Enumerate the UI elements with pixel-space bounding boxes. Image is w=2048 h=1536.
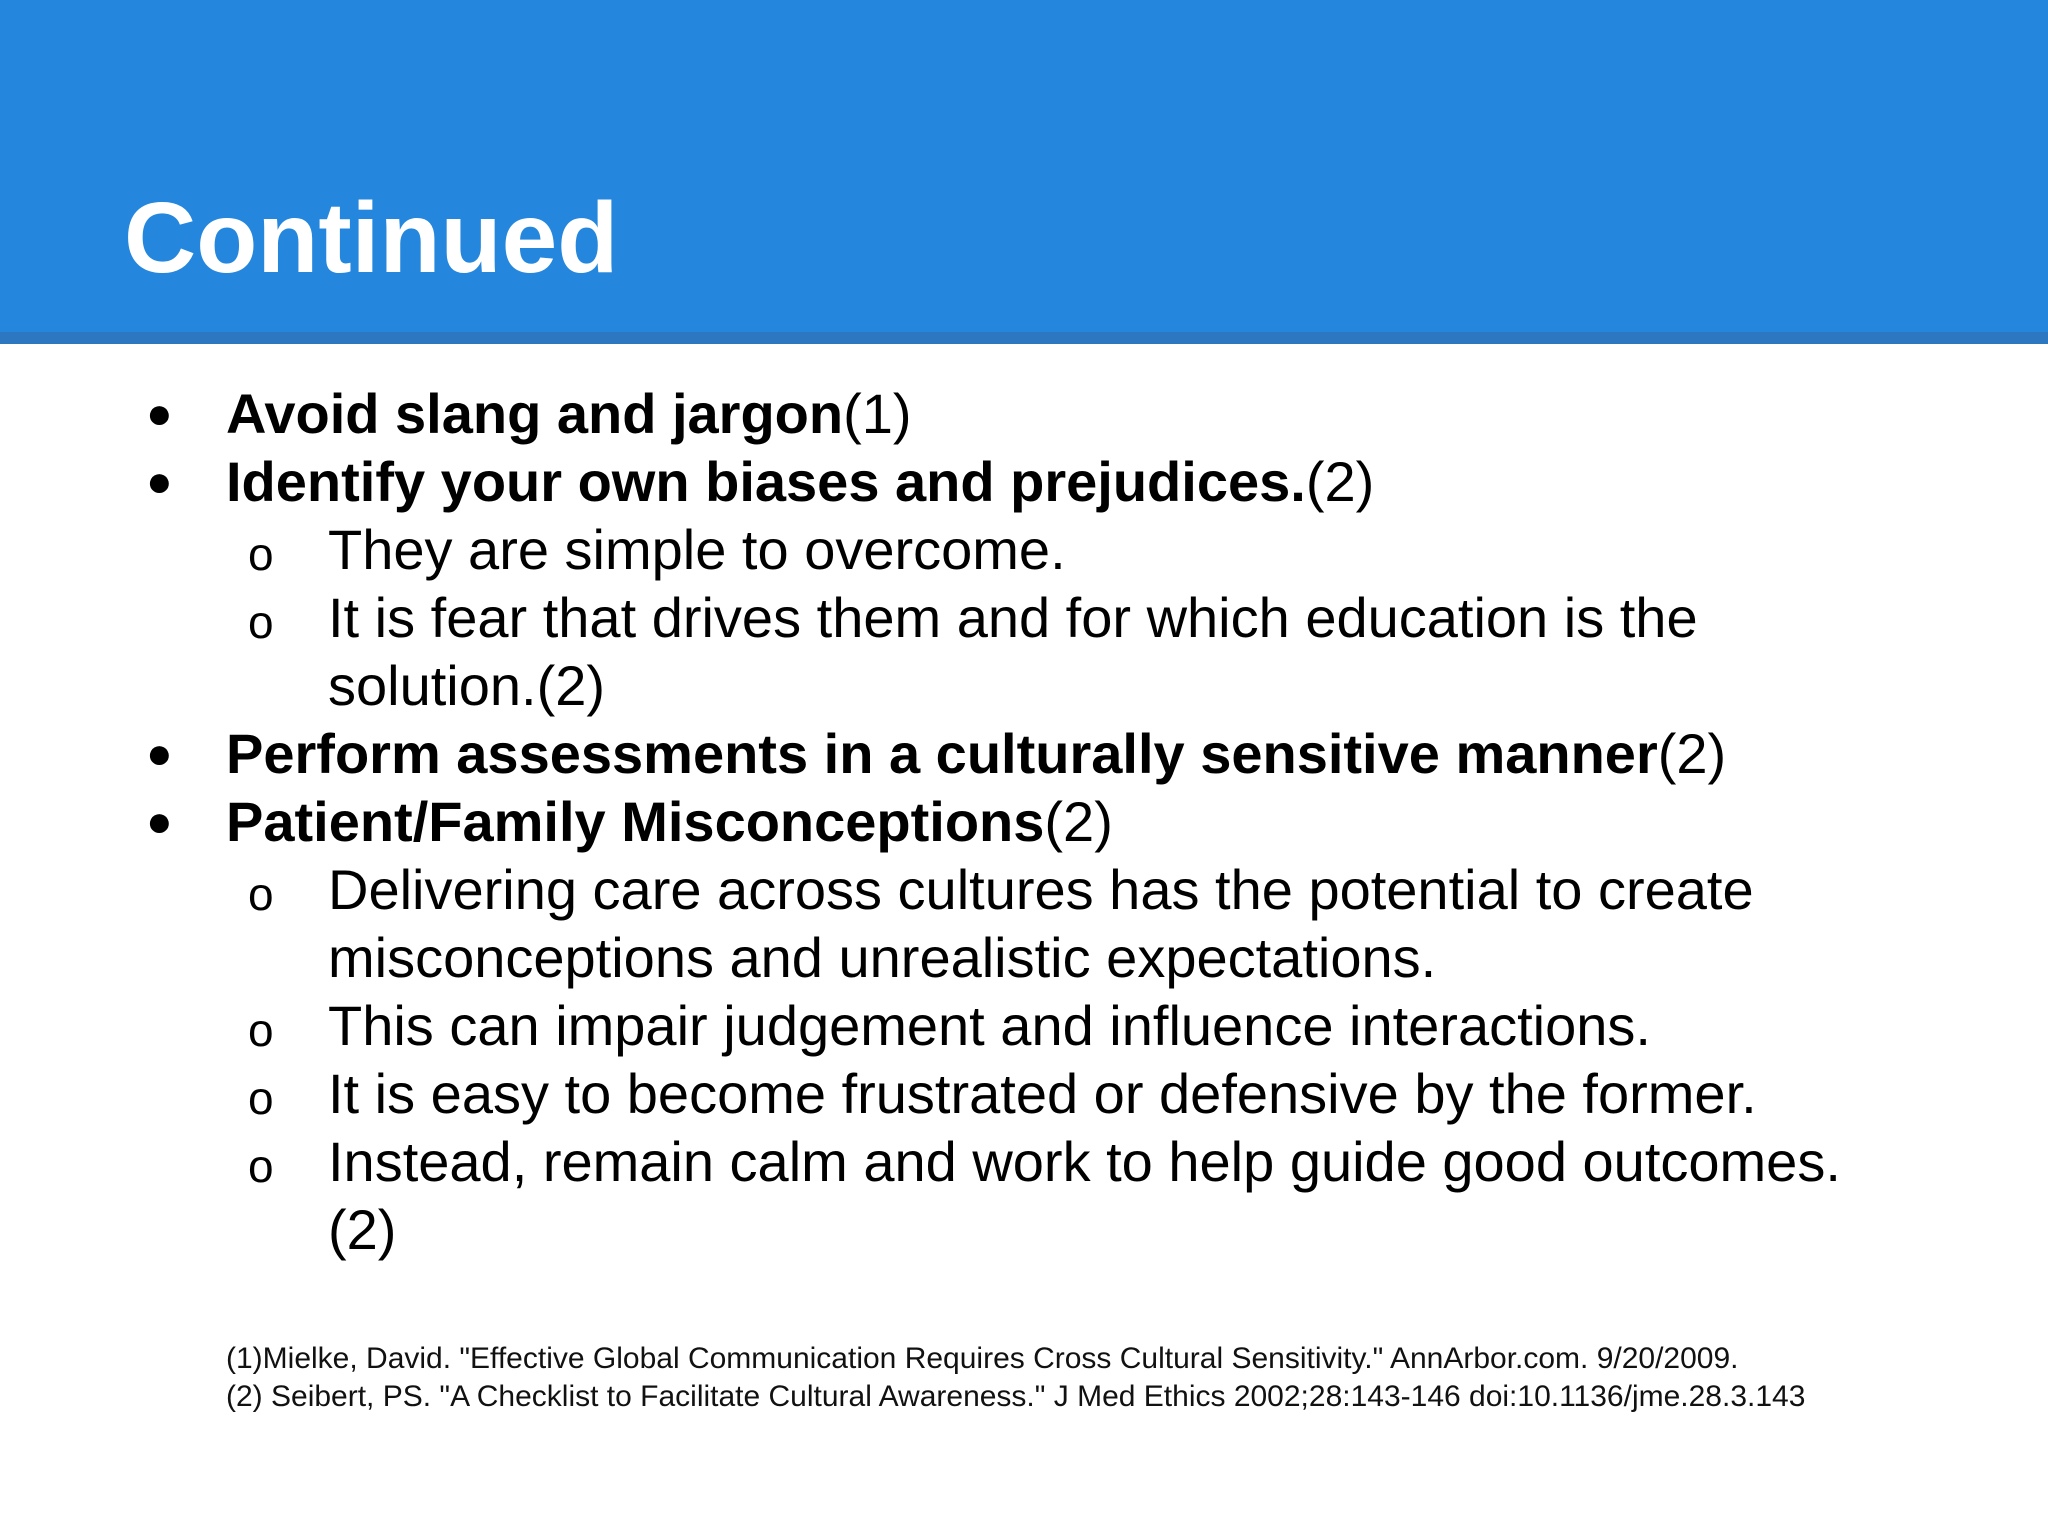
bullet-citation: (2) bbox=[1305, 450, 1375, 513]
sub-bullet-text: They are simple to overcome. bbox=[328, 518, 1066, 581]
sub-bullet-item bbox=[0, 584, 2048, 652]
bullet-text bbox=[226, 380, 912, 448]
sub-bullet-text: (2) bbox=[328, 1198, 397, 1261]
sub-bullet-item bbox=[0, 992, 2048, 1060]
sub-bullet-continuation bbox=[0, 1196, 2048, 1264]
sub-bullet-icon: o bbox=[248, 1004, 274, 1056]
sub-bullet-item bbox=[0, 1128, 2048, 1196]
sub-bullet-text: It is easy to become frustrated or defensive by the former. bbox=[328, 1062, 1757, 1125]
bullet-citation: (2) bbox=[1044, 790, 1113, 853]
sub-bullet-text: Instead, remain calm and work to help guide good outcomes. bbox=[328, 1130, 1841, 1193]
sub-bullet-icon: o bbox=[248, 1140, 274, 1192]
references bbox=[226, 1340, 1805, 1416]
sub-bullet-icon: o bbox=[248, 596, 274, 648]
sub-bullet-text: Delivering care across cultures has the potential to create bbox=[328, 858, 1754, 921]
bullet-icon: ● bbox=[146, 457, 173, 506]
bullet-text bbox=[226, 788, 1113, 856]
bullet-item bbox=[0, 788, 2048, 856]
sub-bullet-item bbox=[0, 856, 2048, 924]
bullet-list bbox=[0, 380, 2048, 1264]
bullet-citation: (2) bbox=[1657, 722, 1727, 785]
sub-bullet-continuation bbox=[0, 652, 2048, 720]
reference-item: (1)Mielke, David. "Effective Global Communication Requires Cross Cultural Sensitivity." AnnArbor.com. 9/20/2009. bbox=[226, 1342, 1739, 1375]
sub-bullet-item bbox=[0, 1060, 2048, 1128]
reference-item: (2) Seibert, PS. "A Checklist to Facilitate Cultural Awareness." J Med Ethics 2002;28:143-146 doi:10.1136/jme.28.3.143 bbox=[226, 1380, 1806, 1413]
slide-title: Continued bbox=[124, 182, 619, 294]
sub-bullet-text: solution.(2) bbox=[328, 654, 606, 717]
bullet-item bbox=[0, 380, 2048, 448]
bullet-icon: ● bbox=[146, 729, 173, 778]
bullet-item bbox=[0, 720, 2048, 788]
sub-bullet-icon: o bbox=[248, 1072, 274, 1124]
sub-bullet-text: misconceptions and unrealistic expectations. bbox=[328, 926, 1437, 989]
sub-bullet-icon: o bbox=[248, 528, 274, 580]
sub-bullet-item bbox=[0, 516, 2048, 584]
bullet-icon: ● bbox=[146, 389, 173, 438]
sub-bullet-text: It is fear that drives them and for which education is the bbox=[328, 586, 1698, 649]
sub-bullet-text: This can impair judgement and influence interactions. bbox=[328, 994, 1651, 1057]
bullet-item bbox=[0, 448, 2048, 516]
bullet-bold-text: Perform assessments in a culturally sensitive manner bbox=[226, 722, 1658, 785]
sub-bullet-icon: o bbox=[248, 868, 274, 920]
sub-bullet-continuation bbox=[0, 924, 2048, 992]
bullet-citation: (1) bbox=[843, 382, 912, 445]
bullet-icon: ● bbox=[146, 797, 173, 846]
title-bar-underline bbox=[0, 332, 2048, 344]
bullet-text bbox=[226, 720, 1726, 788]
bullet-bold-text: Identify your own biases and prejudices. bbox=[226, 450, 1306, 513]
bullet-text bbox=[226, 448, 1374, 516]
bullet-bold-text: Avoid slang and jargon bbox=[226, 382, 844, 445]
bullet-bold-text: Patient/Family Misconceptions bbox=[226, 790, 1045, 853]
